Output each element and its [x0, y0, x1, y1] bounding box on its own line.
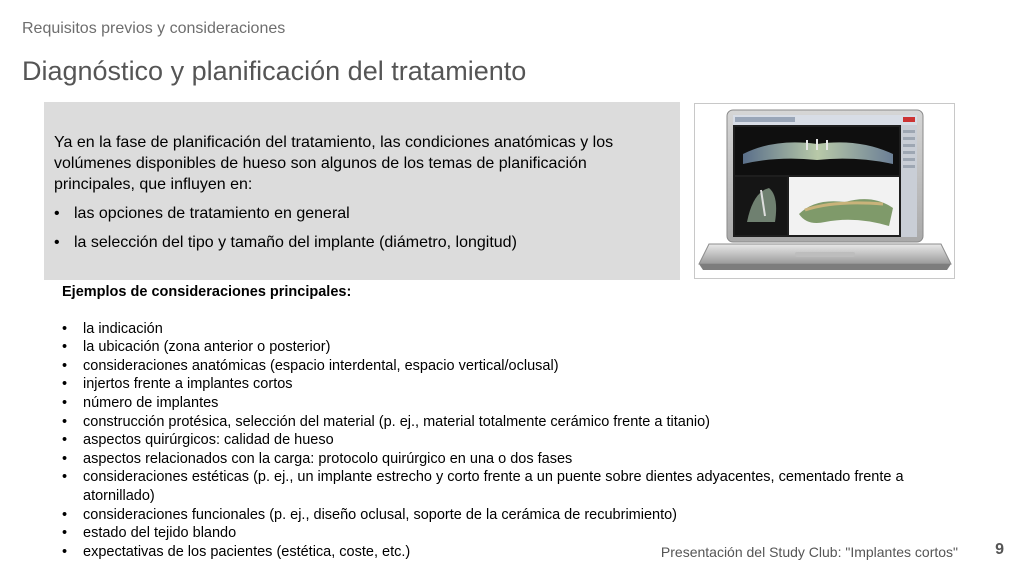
intro-bullet-list: [54, 203, 670, 253]
bullet-glyph: •: [62, 506, 68, 523]
example-text: injertos frente a implantes cortos: [83, 376, 293, 393]
laptop-illustration: [695, 104, 954, 278]
example-text: la indicación: [83, 320, 163, 337]
bullet-glyph: •: [62, 413, 68, 430]
footer-text: Presentación del Study Club: "Implantes cortos": [660, 544, 958, 560]
bullet-glyph: •: [54, 205, 60, 222]
intro-bullet-text: las opciones de tratamiento en general: [74, 205, 350, 222]
example-item: [62, 468, 942, 505]
intro-text: Ya en la fase de planificación del tratamiento, las condiciones anatómicas y los volúmenes disponibles de hueso son algunos de los temas de planificación principales, que influyen en:: [54, 134, 614, 193]
bullet-glyph: •: [62, 394, 68, 411]
page-number: 9: [995, 541, 1004, 558]
example-text: aspectos relacionados con la carga: protocolo quirúrgico en una o dos fases: [83, 450, 573, 467]
example-item: [62, 450, 942, 469]
bullet-glyph: •: [62, 543, 68, 560]
example-text: la ubicación (zona anterior o posterior): [83, 339, 331, 356]
laptop-image: [694, 103, 955, 279]
example-text: aspectos quirúrgicos: calidad de hueso: [83, 432, 334, 449]
example-item: [62, 413, 942, 432]
intro-bullet-item: [54, 203, 670, 224]
intro-bullet-item: [54, 232, 670, 253]
intro-bullet-text: la selección del tipo y tamaño del implante (diámetro, longitud): [74, 234, 517, 251]
example-text: consideraciones estéticas (p. ej., un implante estrecho y corto frente a un puente sobre dientes adyacentes, cementado frente a atornillado): [83, 469, 904, 504]
example-item: [62, 338, 942, 357]
bullet-glyph: •: [62, 450, 68, 467]
bullet-glyph: •: [62, 376, 68, 393]
example-text: construcción protésica, selección del material (p. ej., material totalmente cerámico frente a titanio): [83, 413, 711, 430]
section-title: Requisitos previos y consideraciones: [22, 20, 286, 37]
bullet-glyph: •: [62, 320, 68, 337]
examples-heading: Ejemplos de consideraciones principales:: [62, 284, 352, 300]
examples-list: [62, 320, 942, 562]
example-item: [62, 431, 942, 450]
bullet-glyph: •: [62, 525, 68, 542]
bullet-glyph: •: [62, 357, 68, 374]
example-item: [62, 375, 942, 394]
example-item: [62, 506, 942, 525]
example-item: [62, 524, 942, 543]
example-text: número de implantes: [83, 394, 219, 411]
bullet-glyph: •: [54, 234, 60, 251]
example-text: estado del tejido blando: [83, 525, 237, 542]
example-text: consideraciones funcionales (p. ej., diseño oclusal, soporte de la cerámica de recubrimiento): [83, 506, 678, 523]
example-text: consideraciones anatómicas (espacio interdental, espacio vertical/oclusal): [83, 357, 559, 374]
example-item: [62, 320, 942, 339]
example-item: [62, 357, 942, 376]
slide-title: Diagnóstico y planificación del tratamiento: [22, 56, 527, 86]
examples-section: [62, 283, 942, 561]
example-item: [62, 394, 942, 413]
bullet-glyph: •: [62, 432, 68, 449]
bullet-glyph: •: [62, 339, 68, 356]
intro-box: [44, 102, 680, 280]
example-text: expectativas de los pacientes (estética, coste, etc.): [83, 543, 411, 560]
bullet-glyph: •: [62, 469, 68, 486]
